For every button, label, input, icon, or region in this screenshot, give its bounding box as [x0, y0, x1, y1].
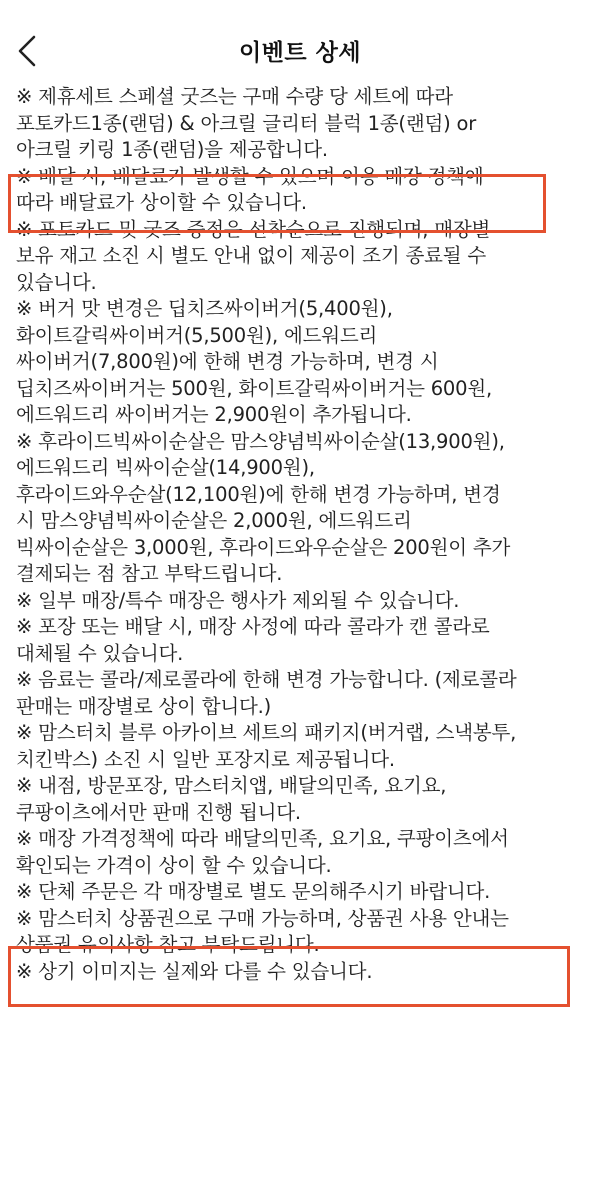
notice-line: 대체될 수 있습니다.: [16, 641, 184, 665]
notice-line-highlighted: 따라 배달료가 상이할 수 있습니다.: [16, 191, 307, 214]
notice-line: 에드워드리 싸이버거는 2,900원이 추가됩니다.: [16, 403, 412, 426]
notice-line: 딥치즈싸이버거는 500원, 화이트갈릭싸이버거는 600원,: [16, 376, 492, 400]
notice-line: ※ 내점, 방문포장, 맘스터치앱, 배달의민족, 요기요,: [16, 774, 447, 797]
highlight-box-price-policy: [8, 946, 570, 1007]
notice-line: 포토카드1종(랜덤) & 아크릴 글리터 블럭 1종(랜덤) or: [16, 111, 477, 135]
notice-line: ※ 포토카드 및 굿즈 증정은 선착순으로 진행되며, 매장별: [16, 217, 491, 241]
notice-line: ※ 상기 이미지는 실제와 다를 수 있습니다.: [16, 959, 373, 983]
notice-line-highlighted: ※ 매장 가격정책에 따라 배달의민족, 요기요, 쿠팡이츠에서: [16, 827, 509, 850]
notice-line: 보유 재고 소진 시 별도 안내 없이 제공이 조기 종료될 수: [16, 244, 486, 267]
notice-line: 판매는 매장별로 상이 합니다.): [16, 694, 272, 718]
notice-line: ※ 음료는 콜라/제로콜라에 한해 변경 가능합니다. (제로콜라: [16, 668, 517, 691]
notice-line: 결제되는 점 참고 부탁드립니다.: [16, 562, 283, 585]
notice-line: 빅싸이순살은 3,000원, 후라이드와우순살은 200원이 추가: [16, 535, 511, 559]
notice-line: ※ 맘스터치 상품권으로 구매 가능하며, 상품권 사용 안내는: [16, 906, 509, 930]
notice-line: 치킨박스) 소진 시 일반 포장지로 제공됩니다.: [16, 747, 395, 771]
notice-line: 아크릴 키링 1종(랜덤)을 제공합니다.: [16, 138, 328, 161]
notice-line: ※ 일부 매장/특수 매장은 행사가 제외될 수 있습니다.: [16, 588, 460, 612]
notice-line: 있습니다.: [16, 270, 97, 294]
notice-line: ※ 맘스터치 블루 아카이브 세트의 패키지(버거랩, 스낵봉투,: [16, 721, 517, 744]
notice-line: 싸이버거(7,800원)에 한해 변경 가능하며, 변경 시: [16, 350, 439, 373]
notice-line: ※ 제휴세트 스페셜 굿즈는 구매 수량 당 세트에 따라: [16, 85, 453, 108]
notice-line: 쿠팡이츠에서만 판매 진행 됩니다.: [16, 800, 301, 824]
notice-line: 시 맘스양념빅싸이순살은 2,000원, 에드워드리: [16, 509, 412, 532]
notice-line: ※ 포장 또는 배달 시, 매장 사정에 따라 콜라가 캔 콜라로: [16, 615, 490, 638]
notice-line: 상품권 유의사항 참고 부탁드립니다.: [16, 933, 320, 956]
notice-line: 에드워드리 빅싸이순살(14,900원),: [16, 456, 315, 479]
notice-line-highlighted: 확인되는 가격이 상이 할 수 있습니다.: [16, 853, 332, 877]
notice-line-highlighted: ※ 배달 시, 배달료가 발생할 수 있으며 이용 매장 정책에: [16, 164, 484, 188]
page-title: 이벤트 상세: [238, 40, 362, 66]
highlight-box-delivery-fee: [8, 174, 546, 233]
notice-line: 화이트갈릭싸이버거(5,500원), 에드워드리: [16, 323, 378, 347]
notice-line: ※ 후라이드빅싸이순살은 맘스양념빅싸이순살(13,900원),: [16, 429, 505, 453]
notice-line: ※ 버거 맛 변경은 딥치즈싸이버거(5,400원),: [16, 297, 393, 320]
notice-line: ※ 단체 주문은 각 매장별로 별도 문의해주시기 바랍니다.: [16, 880, 491, 903]
notice-line: 후라이드와우순살(12,100원)에 한해 변경 가능하며, 변경: [16, 482, 501, 506]
